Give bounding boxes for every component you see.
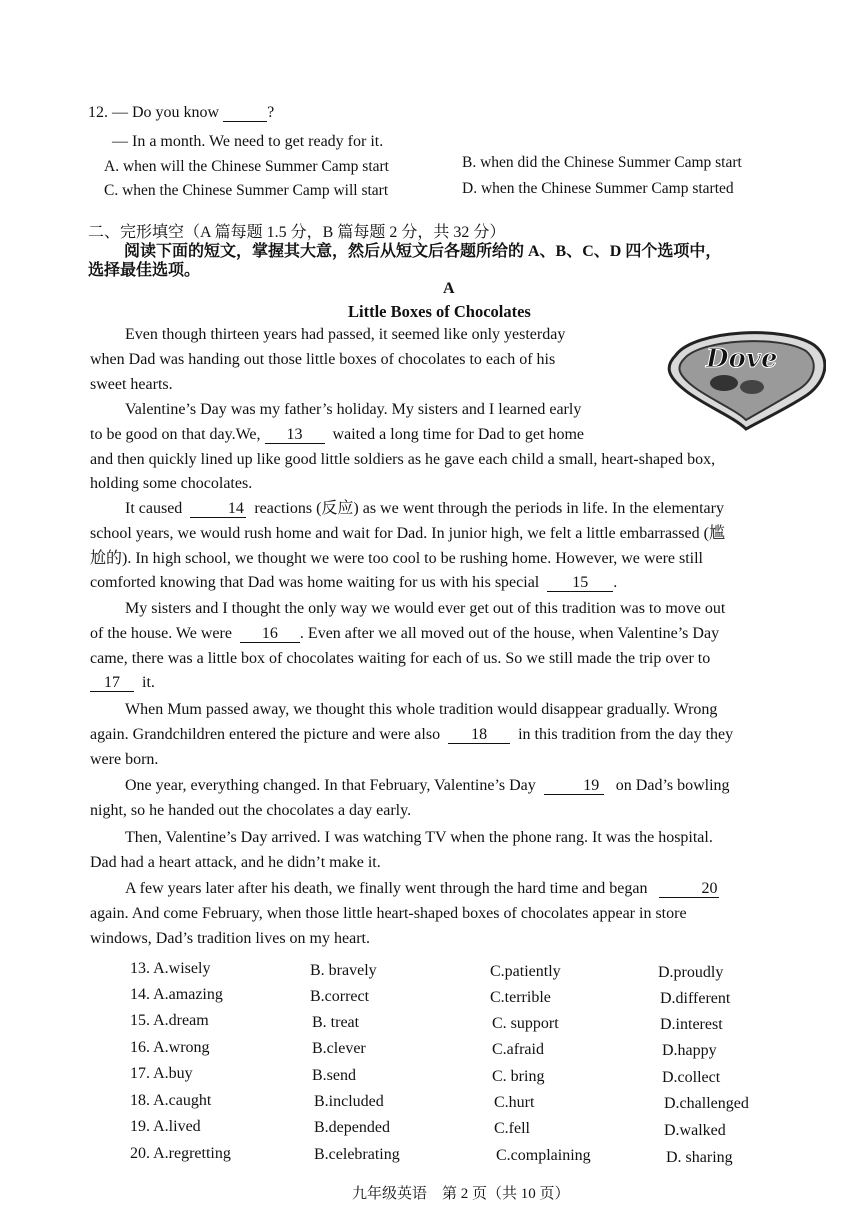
q12-blank[interactable] [223, 105, 267, 122]
q12-reply: — In a month. We need to get ready for it. [112, 133, 384, 150]
p6-line-2: night, so he handed out the chocolates a day early. [90, 801, 412, 819]
p5-line-1: When Mum passed away, we thought this whole tradition would disappear gradually. Wrong [125, 701, 718, 718]
choice-15-a[interactable]: 15. A.dream [130, 1012, 209, 1029]
paragraph-4 [90, 597, 832, 696]
section-heading: 二、完形填空（A 篇每题 1.5 分，B 篇每题 2 分，共 32 分） [88, 224, 506, 241]
choice-18-a[interactable]: 18. A.caught [130, 1092, 212, 1109]
choice-13-c[interactable]: C.patiently [490, 963, 561, 980]
q12-option-d[interactable]: D. when the Chinese Summer Camp started [462, 180, 734, 197]
p5-line-2: again. Grandchildren entered the picture and were also 18 in this tradition from the day they [90, 725, 734, 743]
passage-title: Little Boxes of Chocolates [348, 302, 531, 321]
choice-19-d[interactable]: D.walked [664, 1122, 726, 1139]
choice-13-a[interactable]: 13. A.wisely [130, 960, 211, 977]
paragraph-6 [90, 774, 832, 824]
blank-19[interactable]: 19 [544, 778, 604, 795]
blank-14[interactable]: 14 [190, 501, 246, 518]
dove-logo-text: Dove [706, 344, 778, 374]
blank-17[interactable]: 17 [90, 675, 134, 692]
section-instruction-2: 选择最佳选项。 [88, 262, 201, 279]
choice-20-d[interactable]: D. sharing [666, 1149, 733, 1166]
choice-20-b[interactable]: B.celebrating [314, 1146, 400, 1163]
blank-16[interactable]: 16 [240, 626, 300, 643]
blank-13[interactable]: 13 [265, 427, 325, 444]
choice-16-c[interactable]: C.afraid [492, 1041, 544, 1058]
choice-14-c[interactable]: C.terrible [490, 989, 551, 1006]
choice-19-b[interactable]: B.depended [314, 1119, 390, 1136]
p1-line-2: when Dad was handing out those little boxes of chocolates to each of his [90, 350, 556, 368]
p2-line-4: holding some chocolates. [90, 475, 253, 493]
p3-line-3: 尬的). In high school, we thought we were too cool to be rushing home. However, we were still [90, 549, 704, 567]
choice-16-d[interactable]: D.happy [662, 1042, 717, 1059]
q12-option-c[interactable]: C. when the Chinese Summer Camp will start [104, 182, 389, 199]
choice-17-d[interactable]: D.collect [662, 1069, 721, 1086]
choice-14-d[interactable]: D.different [660, 990, 731, 1007]
p2-line-2: to be good on that day.We, 13 waited a long time for Dad to get home [90, 425, 585, 443]
choice-14-a[interactable]: 14. A.amazing [130, 986, 223, 1003]
choice-15-d[interactable]: D.interest [660, 1016, 723, 1033]
p4-line-4: 17 it. [90, 671, 832, 696]
p4-line-3: came, there was a little box of chocolates waiting for each of us. So we still made the trip over to [90, 649, 711, 667]
p2-line-1: Valentine’s Day was my father’s holiday. My sisters and I learned early [125, 401, 582, 418]
choice-15-c[interactable]: C. support [492, 1015, 559, 1032]
p2-line-3: and then quickly lined up like good little soldiers as he gave each child a small, heart-shaped box, [90, 450, 716, 468]
q12-stem-end: ? [267, 104, 275, 121]
p4-line-2: of the house. We were 16 . Even after we all moved out of the house, when Valentine’s Day [90, 624, 720, 642]
paragraph-5 [90, 698, 832, 772]
paragraph-1 [90, 323, 650, 397]
choice-17-b[interactable]: B.send [312, 1067, 356, 1084]
p8-line-2: again. And come February, when those little heart-shaped boxes of chocolates appear in store [90, 904, 687, 922]
q12-option-b[interactable]: B. when did the Chinese Summer Camp start [462, 154, 742, 171]
choice-17-c[interactable]: C. bring [492, 1068, 545, 1085]
choice-18-d[interactable]: D.challenged [664, 1095, 749, 1112]
paragraph-3 [90, 497, 832, 596]
choice-20-c[interactable]: C.complaining [496, 1147, 591, 1164]
p7-line-1: Then, Valentine’s Day arrived. I was watching TV when the phone rang. It was the hospital. [125, 829, 713, 846]
p3-line-1: It caused 14 reactions (反应) as we went through the periods in life. In the elementary [125, 500, 724, 517]
blank-18[interactable]: 18 [448, 727, 510, 744]
p3-line-4: comforted knowing that Dad was home waiting for us with his special 15 . [90, 574, 618, 592]
choice-19-a[interactable]: 19. A.lived [130, 1118, 201, 1135]
q12-stem [88, 104, 274, 122]
choice-20-a[interactable]: 20. A.regretting [130, 1145, 231, 1162]
p8-line-1: A few years later after his death, we finally went through the hard time and began 20 [125, 880, 718, 897]
passage-label: A [443, 280, 455, 297]
choice-15-b[interactable]: B. treat [312, 1014, 360, 1031]
choice-19-c[interactable]: C.fell [494, 1120, 530, 1137]
p1-line-1: Even though thirteen years had passed, it seemed like only yesterday [125, 326, 566, 343]
section-instruction-1: 阅读下面的短文，掌握其大意，然后从短文后各题所给的 A、B、C、D 四个选项中， [124, 243, 722, 260]
p3-line-2: school years, we would rush home and wait for Dad. In junior high, we felt a little embarrassed (尴 [90, 524, 725, 542]
choice-16-b[interactable]: B.clever [312, 1040, 366, 1057]
choice-18-b[interactable]: B.included [314, 1093, 384, 1110]
p4-line-1: My sisters and I thought the only way we would ever get out of this tradition was to move out [125, 600, 726, 617]
blank-20[interactable]: 20 [659, 881, 719, 898]
choice-17-a[interactable]: 17. A.buy [130, 1065, 193, 1082]
q12-option-a[interactable]: A. when will the Chinese Summer Camp start [104, 158, 389, 175]
p8-line-3: windows, Dad’s tradition lives on my heart. [90, 929, 370, 947]
choice-18-c[interactable]: C.hurt [494, 1094, 535, 1111]
choice-16-a[interactable]: 16. A.wrong [130, 1039, 210, 1056]
p1-line-3: sweet hearts. [90, 375, 173, 393]
paragraph-2 [90, 398, 832, 497]
p7-line-2: Dad had a heart attack, and he didn’t make it. [90, 853, 381, 871]
p6-line-1: One year, everything changed. In that February, Valentine’s Day 19 on Dad’s bowling [125, 777, 730, 794]
q12-number: 12. — [88, 104, 128, 121]
paragraph-8 [90, 877, 832, 951]
page-footer: 九年级英语 第 2 页（共 10 页） [352, 1186, 570, 1202]
blank-15[interactable]: 15 [547, 575, 613, 592]
choice-13-d[interactable]: D.proudly [658, 964, 724, 981]
choice-14-b[interactable]: B.correct [310, 988, 370, 1005]
choice-13-b[interactable]: B. bravely [310, 962, 377, 979]
p5-line-3: were born. [90, 750, 159, 768]
paragraph-7 [90, 826, 832, 876]
q12-stem-text: Do you know [132, 104, 220, 121]
